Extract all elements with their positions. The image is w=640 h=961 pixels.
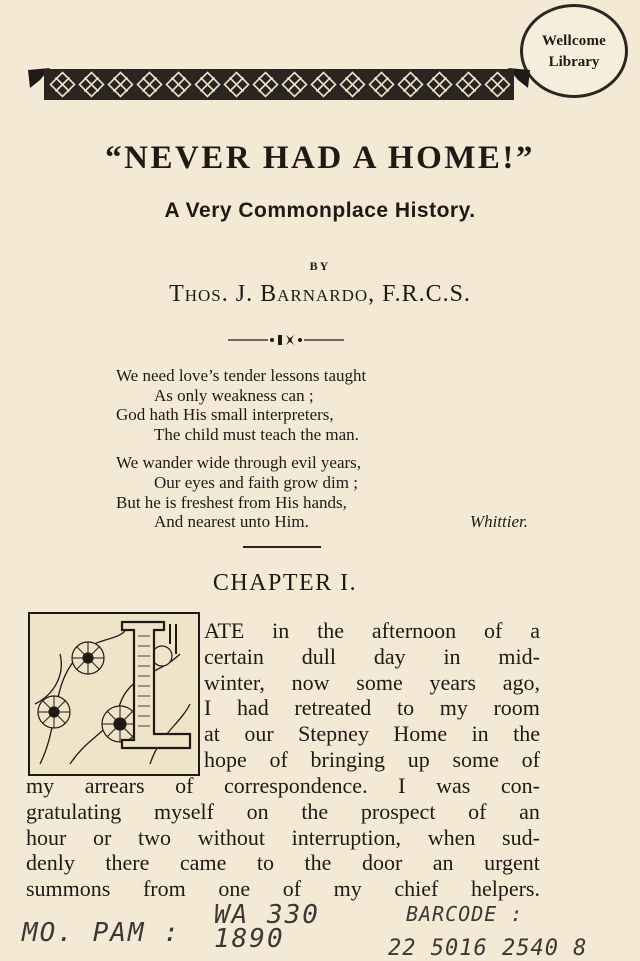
poem-line: But he is freshest from His hands, [116,492,347,512]
paragraph-line: ATE in the afternoon of a [204,618,540,643]
ornamental-divider [226,333,346,347]
class-number-annotation: WA 330 [214,900,320,930]
paragraph-line: hope of bringing up some of [204,746,540,772]
document-subtitle: A Very Commonplace History. [164,199,476,222]
paragraph-line: denly there came to the door an urgent [26,850,540,876]
poem-line: Our eyes and faith grow dim ; [154,472,358,492]
poem-line: And nearest unto Him. [154,512,309,532]
barcode-label-annotation: BARCODE : [406,902,524,926]
paragraph-line: gratulating myself on the prospect of an [26,798,540,824]
paragraph-line: winter, now some years ago, [204,669,540,695]
paragraph-line: my arrears of correspondence. I was con- [26,773,540,798]
paragraph-line: at our Stepney Home in the [204,721,540,747]
opening-paragraph-full-width [26,773,540,902]
barcode-number-annotation: 22 5016 2540 8 [388,936,588,961]
author-name: Thos. J. Barnardo, F.R.C.S. [169,281,471,307]
poem-attribution: Whittier. [469,512,528,532]
byline-label: BY [309,259,331,273]
opening-paragraph-wrapped [204,618,540,773]
document-title: “NEVER HAD A HOME!” [105,140,535,176]
ornamental-header-band [26,66,532,102]
paragraph-line: certain dull day in mid- [204,643,540,669]
paragraph-line: I had retreated to my room [204,695,540,721]
paragraph-line: summons from one of my chief helpers. [26,876,540,902]
decorated-initial-letter [28,612,200,776]
poem-line: We need love’s tender lessons taught [116,366,367,385]
shelf-mark-annotation: MO. PAM : [22,918,181,948]
stamp-line-2: Library [548,53,600,70]
year-annotation: 1890 [214,924,285,954]
stamp-line-1: Wellcome [541,32,607,49]
epigraph-poem [116,366,536,532]
section-rule [243,546,321,548]
paragraph-line: hour or two without interruption, when sud- [26,824,540,850]
poem-line: We wander wide through evil years, [116,453,362,473]
poem-line: God hath His small interpreters, [116,405,334,425]
library-stamp [520,4,628,98]
chapter-heading: CHAPTER I. [212,570,358,596]
poem-line: The child must teach the man. [154,424,359,444]
poem-line: As only weakness can ; [154,385,314,405]
